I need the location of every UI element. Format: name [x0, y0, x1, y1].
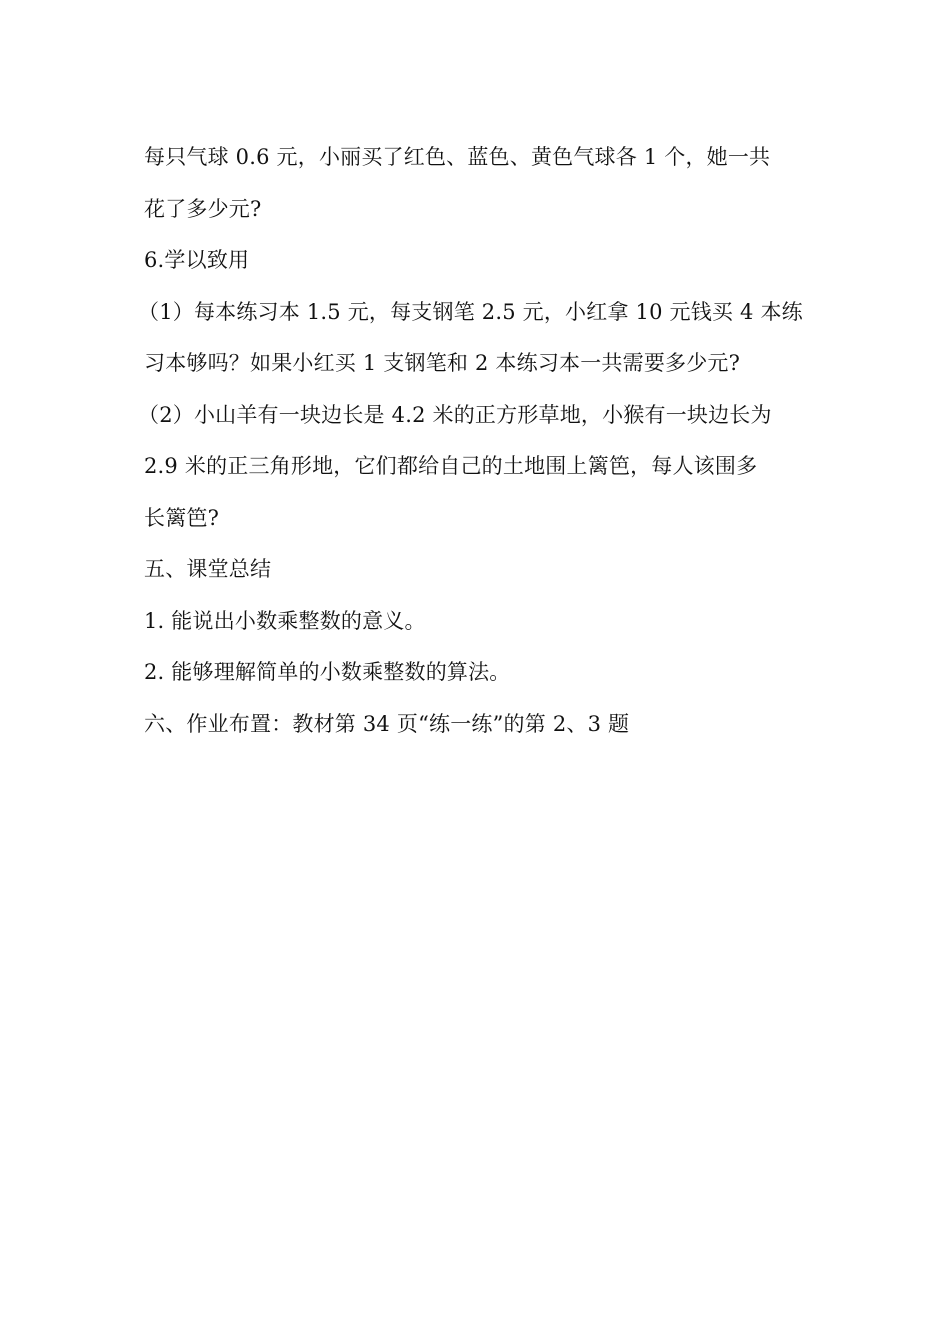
summary-item-1: 1. 能说出小数乘整数的意义。 [144, 608, 426, 633]
question-2-line-3: 长篱笆? [144, 505, 220, 530]
question-1-line-1: （1）每本练习本 1.5 元，每支钢笔 2.5 元，小红拿 10 元钱买 4 本练 [138, 299, 803, 324]
section-heading-summary: 五、课堂总结 [144, 557, 272, 581]
question-1-line-2: 习本够吗？如果小红买 1 支钢笔和 2 本练习本一共需要多少元? [144, 351, 741, 375]
problem-balloon-line-2: 花了多少元? [144, 196, 262, 221]
summary-item-2: 2. 能够理解简单的小数乘整数的算法。 [144, 660, 511, 684]
question-2-line-1: （2）小山羊有一块边长是 4.2 米的正方形草地，小猴有一块边长为 [138, 402, 772, 427]
question-2-line-2: 2.9 米的正三角形地，它们都给自己的土地围上篱笆，每人该围多 [144, 454, 758, 478]
problem-balloon-line-1: 每只气球 0.6 元，小丽买了红色、蓝色、黄色气球各 1 个，她一共 [144, 145, 771, 169]
section-heading-apply: 6.学以致用 [144, 248, 250, 272]
document-body [138, 132, 814, 750]
section-heading-homework: 六、作业布置：教材第 34 页“练一练”的第 2、3 题 [144, 711, 630, 736]
